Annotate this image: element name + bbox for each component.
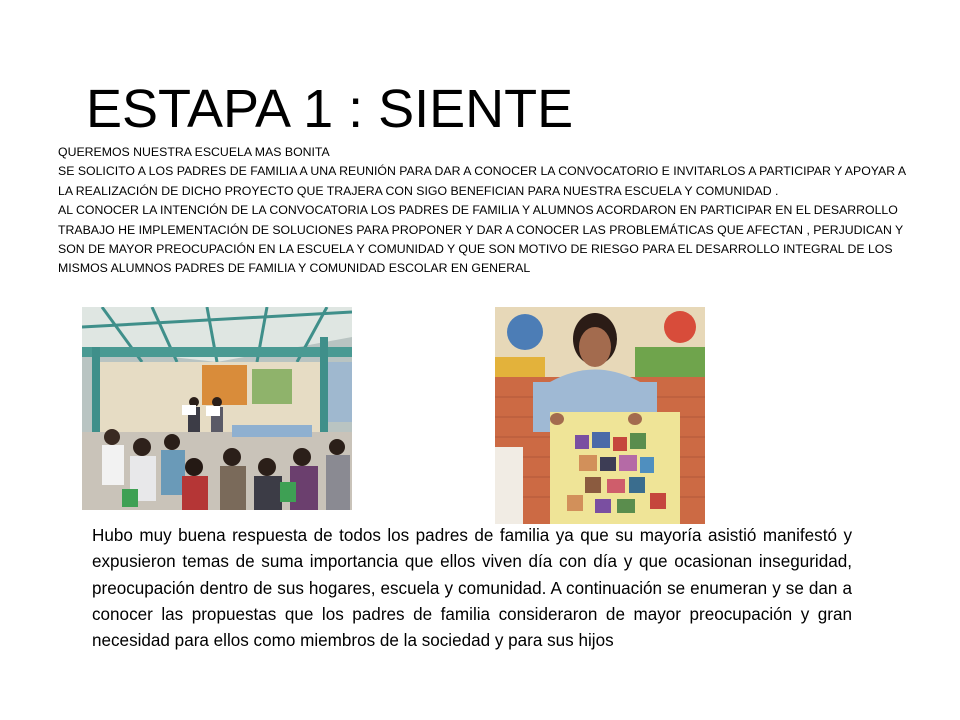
intro-line: AL CONOCER LA INTENCIÓN DE LA CONVOCATORIA LOS PADRES DE FAMILIA Y ALUMNOS ACORDARON EN PARTICIPAR EN EL DESARROLLO TRABAJO HE IMPLEMENTACIÓN DE SOLUCIONES PARA PROPONER Y DAR A CONOCER LAS PROBLEMÁTICAS QUE AFECTAN , PERJUDICAN Y SON DE MAYOR PREOCUPACIÓN EN LA ESCUELA Y COMUNIDAD Y QUE SON MOTIVO DE RIESGO PARA EL DESARROLLO INTEGRAL DE LOS MISMOS ALUMNOS PADRES DE FAMILIA Y COMUNIDAD ESCOLAR EN GENERAL	[58, 203, 904, 276]
slide-title: ESTAPA 1 : SIENTE	[86, 79, 574, 139]
intro-text	[58, 143, 908, 279]
closing-paragraph: Hubo muy buena respuesta de todos los padres de familia ya que su mayoría asistió manifestó y expusieron temas de suma importancia que ellos viven día con día y que ocasionan inseguridad, preocupación dentro de sus hogares, escuela y comunidad. A continuación se enumeran y se dan a conocer las propuestas que los padres de familia consideraron de mayor preocupación y gran necesidad para ellos como miembros de la sociedad y para sus hijos	[92, 526, 852, 651]
meeting-photo	[82, 307, 352, 510]
poster-photo	[495, 307, 705, 524]
intro-line: SE SOLICITO A LOS PADRES DE FAMILIA A UNA REUNIÓN PARA DAR A CONOCER LA CONVOCATORIO E INVITARLOS A PARTICIPAR Y APOYAR A LA REALIZACIÓN DE DICHO PROYECTO QUE TRAJERA CON SIGO BENEFICIAN PARA NUESTRA ESCUELA Y COMUNIDAD .	[58, 164, 906, 198]
intro-line: QUEREMOS NUESTRA ESCUELA MAS BONITA	[58, 145, 330, 159]
